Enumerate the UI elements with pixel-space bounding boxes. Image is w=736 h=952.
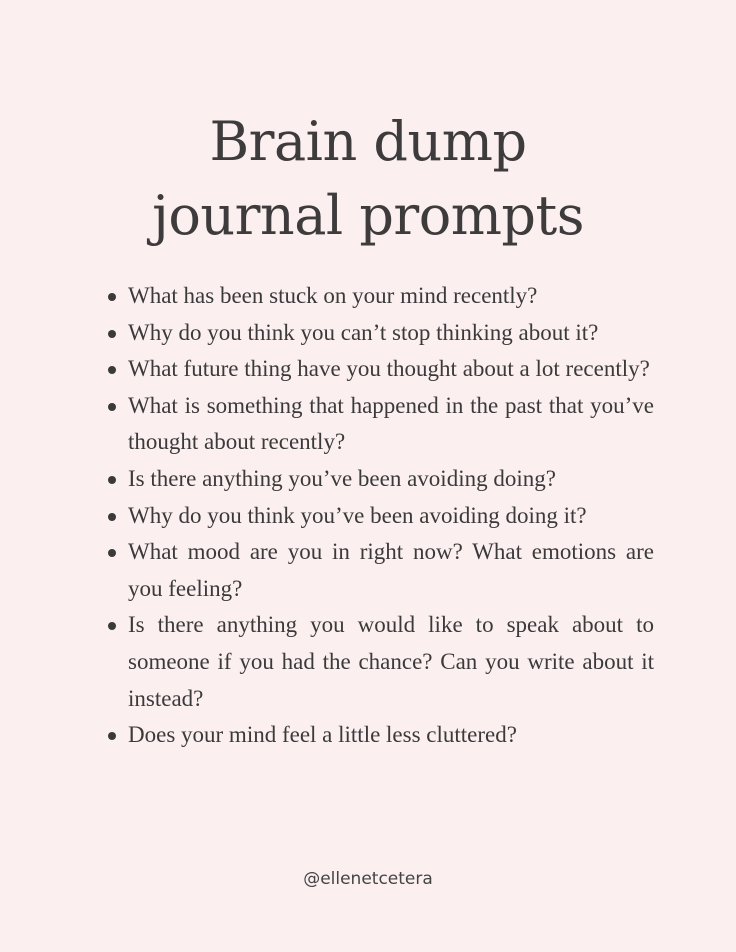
prompt-text: What future thing have you thought about a lot recently? bbox=[128, 356, 650, 382]
bullet-icon bbox=[108, 366, 116, 374]
bullet-icon bbox=[108, 732, 116, 740]
prompt-item bbox=[128, 315, 654, 352]
page-title bbox=[0, 105, 736, 253]
prompt-text: Why do you think you’ve been avoiding doing it? bbox=[128, 502, 587, 528]
author-handle: @ellenetcetera bbox=[303, 869, 433, 889]
bullet-icon bbox=[108, 622, 116, 630]
bullet-icon bbox=[108, 330, 116, 338]
prompt-text: Does your mind feel a little less cluttered? bbox=[128, 722, 517, 748]
prompt-text: Is there anything you’ve been avoiding doing? bbox=[128, 465, 556, 491]
bullet-icon bbox=[108, 513, 116, 521]
prompt-text: What has been stuck on your mind recently? bbox=[128, 283, 538, 308]
prompt-item bbox=[128, 498, 654, 535]
prompt-item bbox=[128, 388, 654, 461]
prompt-text: What mood are you in right now? What emotions are you feeling? bbox=[128, 539, 654, 601]
prompt-item bbox=[128, 351, 654, 388]
prompt-text: Is there anything you would like to speak about to someone if you had the chance? Can you write about it instead? bbox=[128, 612, 654, 711]
title-line-2: journal prompts bbox=[152, 184, 584, 247]
bullet-icon bbox=[108, 293, 116, 301]
prompt-text: Why do you think you can’t stop thinking about it? bbox=[128, 319, 599, 345]
prompt-text: What is something that happened in the past that you’ve thought about recently? bbox=[128, 392, 654, 455]
prompt-item bbox=[128, 534, 654, 607]
prompt-item bbox=[128, 461, 654, 498]
title-line-1: Brain dump bbox=[209, 110, 527, 173]
prompt-item bbox=[128, 278, 654, 315]
prompt-item bbox=[128, 717, 654, 754]
bullet-icon bbox=[108, 476, 116, 484]
bullet-icon bbox=[108, 549, 116, 557]
prompt-item bbox=[128, 607, 654, 717]
prompt-list bbox=[128, 278, 654, 754]
bullet-icon bbox=[108, 403, 116, 411]
